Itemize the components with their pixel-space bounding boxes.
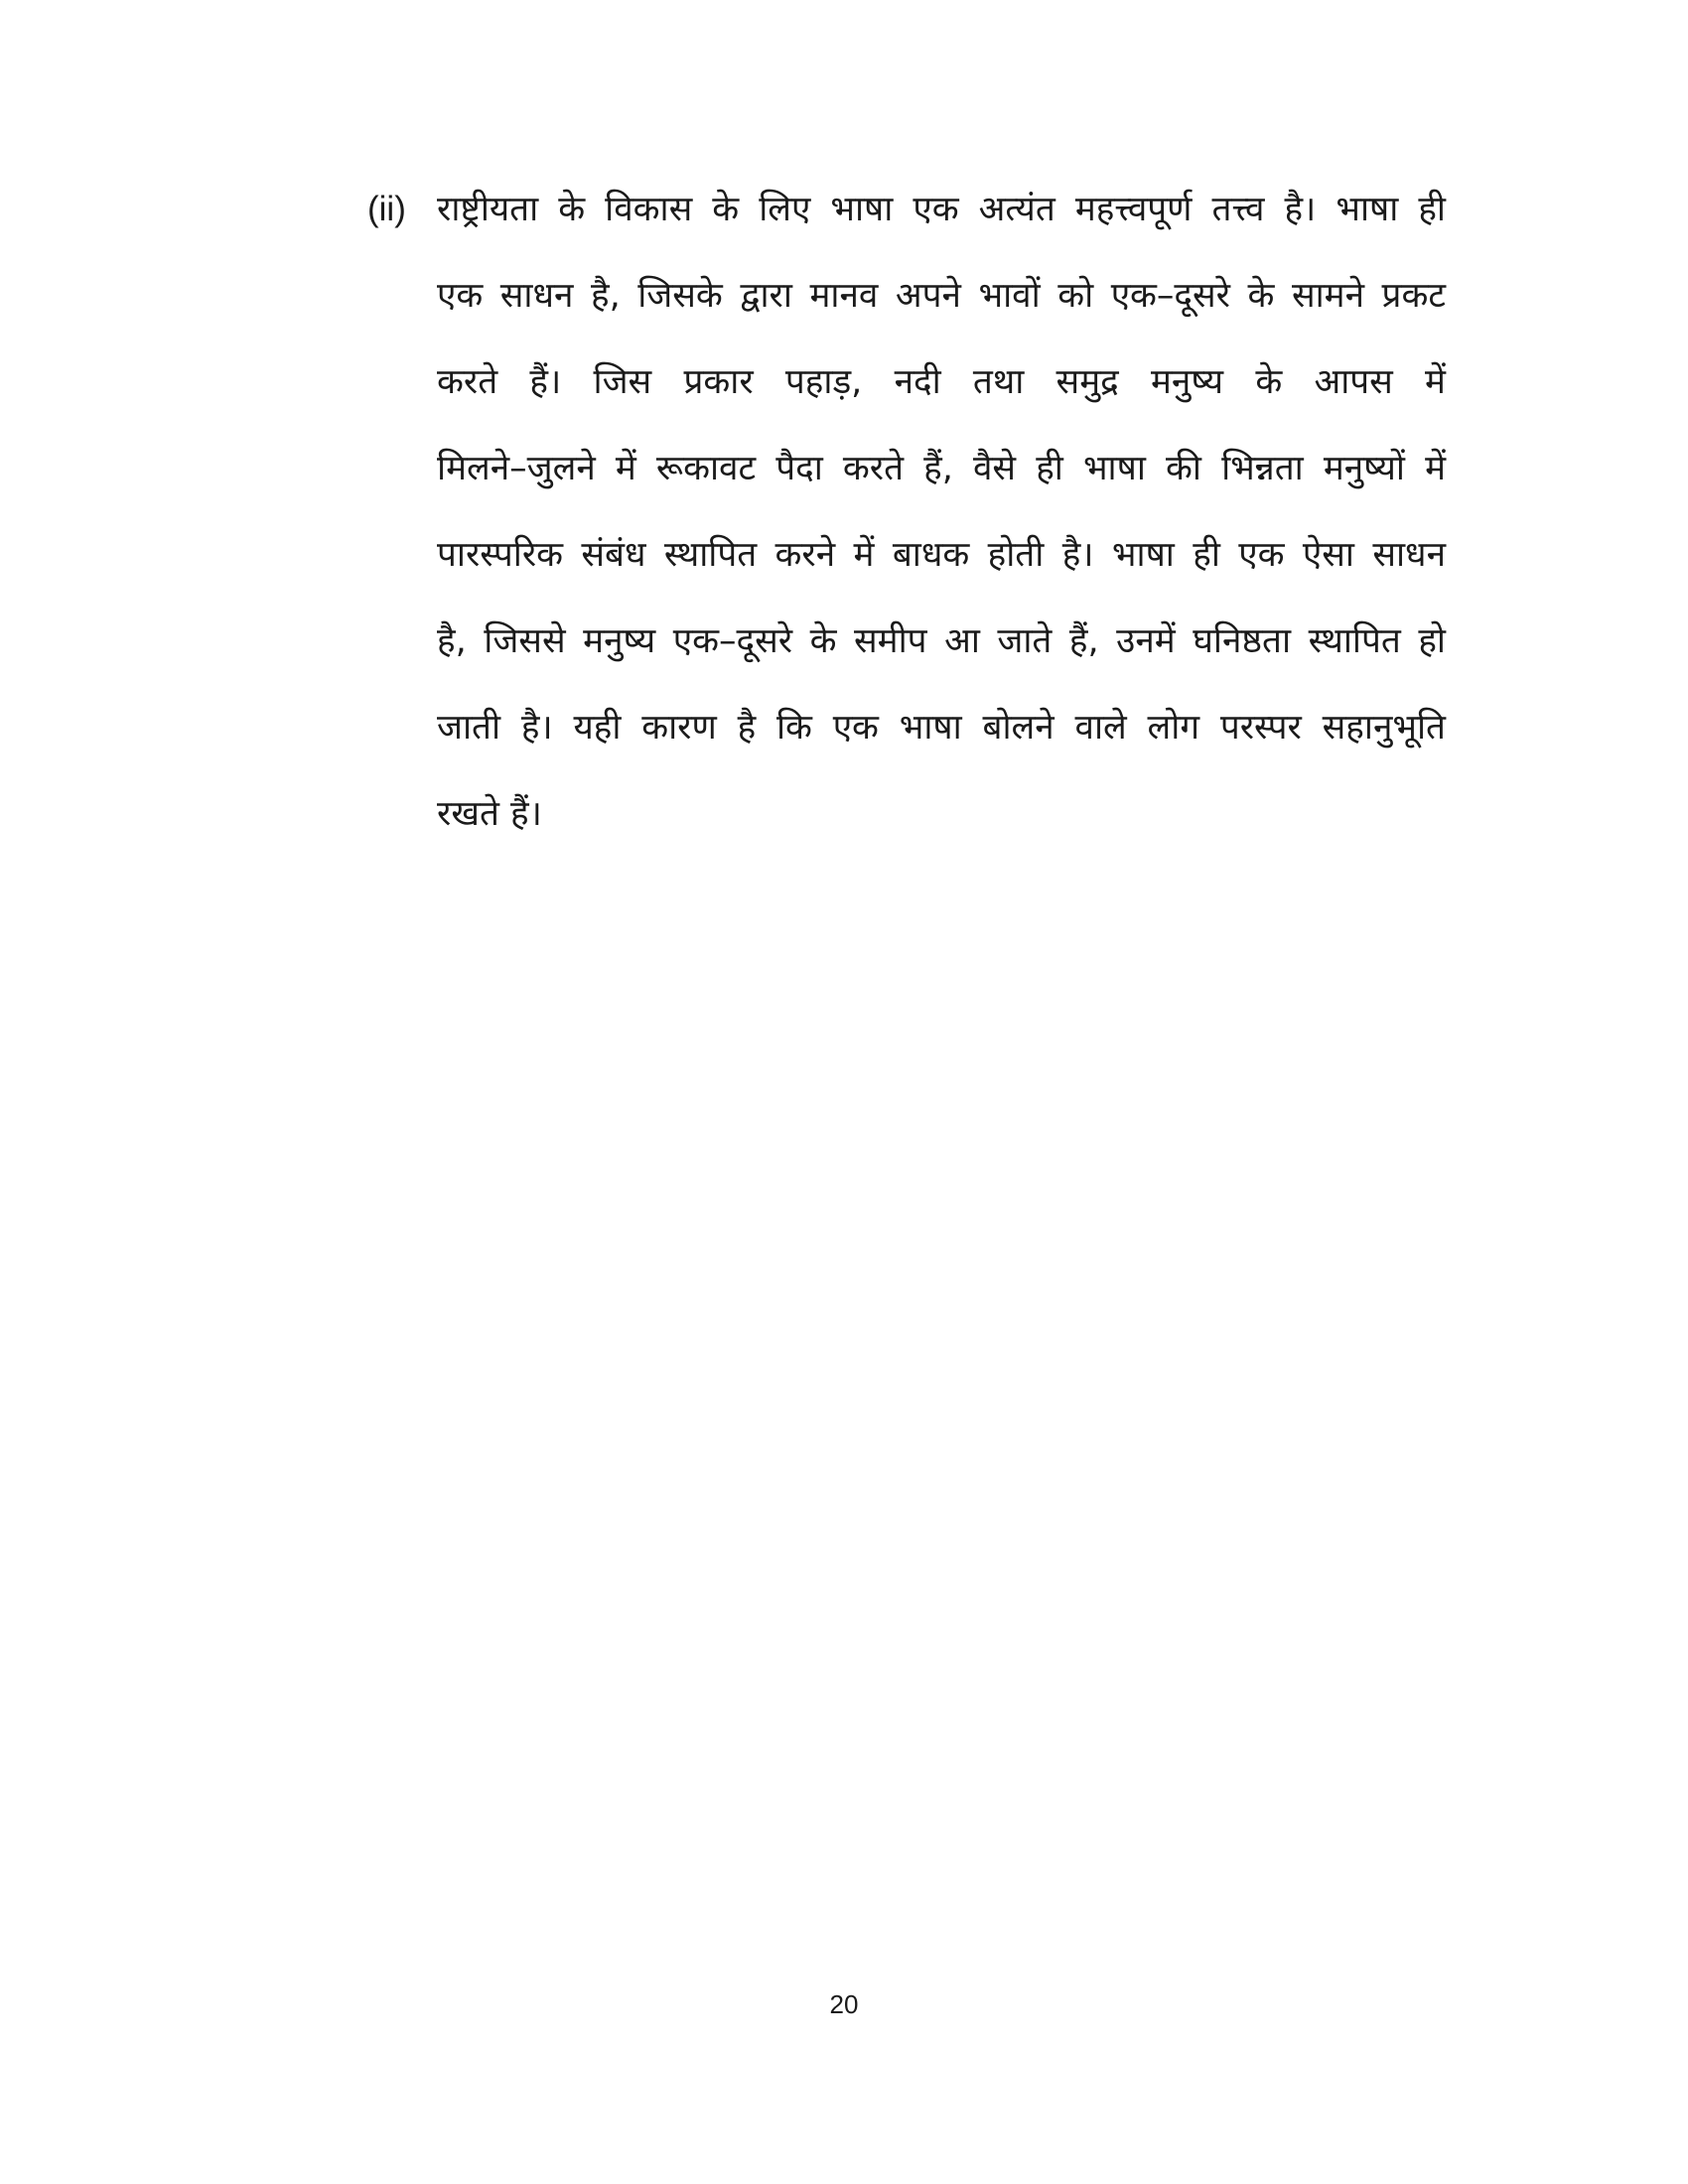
paragraph-line: करते हैं। जिस प्रकार पहाड़, नदी तथा समुद्र मनुष्य के आपस में	[437, 362, 1446, 402]
paragraph-line: एक साधन है, जिसके द्वारा मानव अपने भावों को एक–दूसरे के सामने प्रकट	[437, 276, 1446, 316]
paragraph-line: रखते हैं।	[437, 794, 542, 834]
list-item-marker: (ii)	[367, 190, 406, 228]
paragraph-line: जाती है। यही कारण है कि एक भाषा बोलने वाले लोग परस्पर सहानुभूति	[437, 708, 1446, 748]
paragraph-line: है, जिससे मनुष्य एक–दूसरे के समीप आ जाते हैं, उनमें घनिष्ठता स्थापित हो	[437, 621, 1446, 661]
paragraph	[437, 185, 1446, 876]
paragraph-line: राष्ट्रीयता के विकास के लिए भाषा एक अत्यंत महत्त्वपूर्ण तत्त्व है। भाषा ही	[437, 190, 1446, 229]
page-number: 20	[829, 1989, 859, 2019]
paragraph-line: मिलने–जुलने में रूकावट पैदा करते हैं, वैसे ही भाषा की भिन्नता मनुष्यों में	[437, 449, 1446, 488]
paragraph-line: पारस्परिक संबंध स्थापित करने में बाधक होती है। भाषा ही एक ऐसा साधन	[437, 535, 1446, 575]
